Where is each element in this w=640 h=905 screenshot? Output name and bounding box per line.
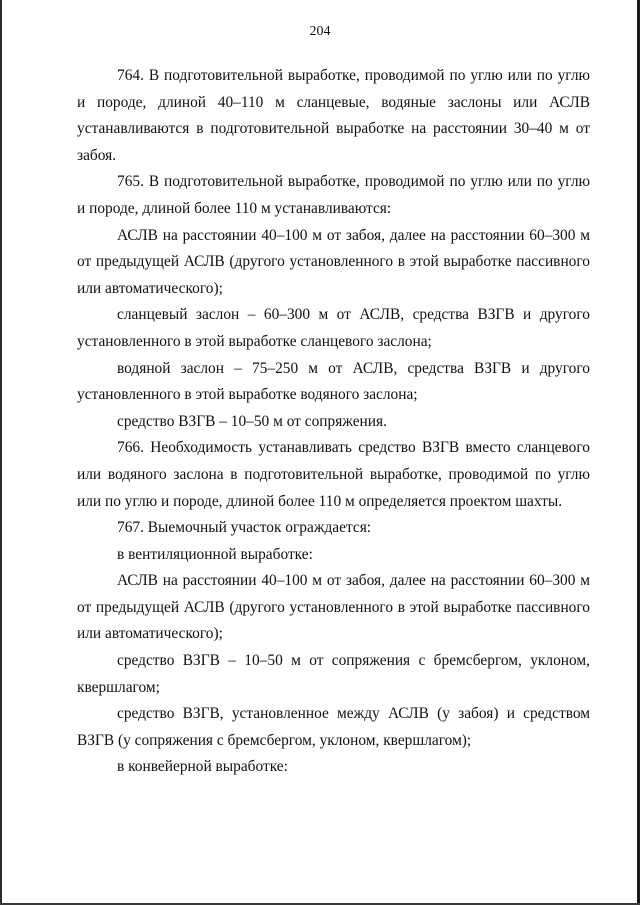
- list-heading-ventilation: в вентиляционной выработке:: [117, 545, 313, 563]
- paragraph-765: 765. В подготовительной выработке, проводимой по углю или по углю и породе, длиной более 110 м устанавливаются:: [77, 173, 590, 217]
- list-item-vzgv: средство ВЗГВ – 10–50 м от сопряжения.: [117, 412, 387, 430]
- scan-edge-left: [0, 0, 2, 905]
- page-number: 204: [309, 24, 331, 39]
- paragraph-767: 767. Выемочный участок ограждается:: [117, 519, 372, 537]
- document-body: [77, 63, 590, 781]
- list-item-water-barrier: водяной заслон – 75–250 м от АСЛВ, средства ВЗГВ и другого установленного в этой выработке водяного заслона;: [77, 359, 590, 404]
- list-item-aslv: АСЛВ на расстоянии 40–100 м от забоя, далее на расстоянии 60–300 м от предыдущей АСЛВ (другого установленного в этой выработке пассивного или автоматического);: [77, 226, 590, 297]
- paragraph-766: 766. Необходимость устанавливать средство ВЗГВ вместо сланцевого или водяного заслона в подготовительной выработке, проводимой по углю или по углю и породе, длиной более 110 м определяется проектом шахты.: [77, 439, 590, 510]
- list-item-vzgv-between: средство ВЗГВ, установленное между АСЛВ (у забоя) и средством ВЗГВ (у сопряжения с бремсбергом, уклоном, квершлагом);: [77, 705, 590, 749]
- list-heading-conveyor: в конвейерной выработке:: [117, 758, 288, 776]
- list-item-vzgv-junction: средство ВЗГВ – 10–50 м от сопряжения с бремсбергом, уклоном, квершлагом;: [77, 652, 590, 696]
- list-item-aslv-ventilation: АСЛВ на расстоянии 40–100 м от забоя, далее на расстоянии 60–300 м от предыдущей АСЛВ (другого установленного в этой выработке пассивного или автоматического);: [77, 572, 590, 643]
- list-item-slate-barrier: сланцевый заслон – 60–300 м от АСЛВ, средства ВЗГВ и другого установленного в этой выработке сланцевого заслона;: [77, 306, 590, 350]
- paragraph-764: 764. В подготовительной выработке, проводимой по углю или по углю и породе, длиной 40–110 м сланцевые, водяные заслоны или АСЛВ устанавливаются в подготовительной выработке на расстоянии 30–40 м от забоя.: [77, 67, 590, 164]
